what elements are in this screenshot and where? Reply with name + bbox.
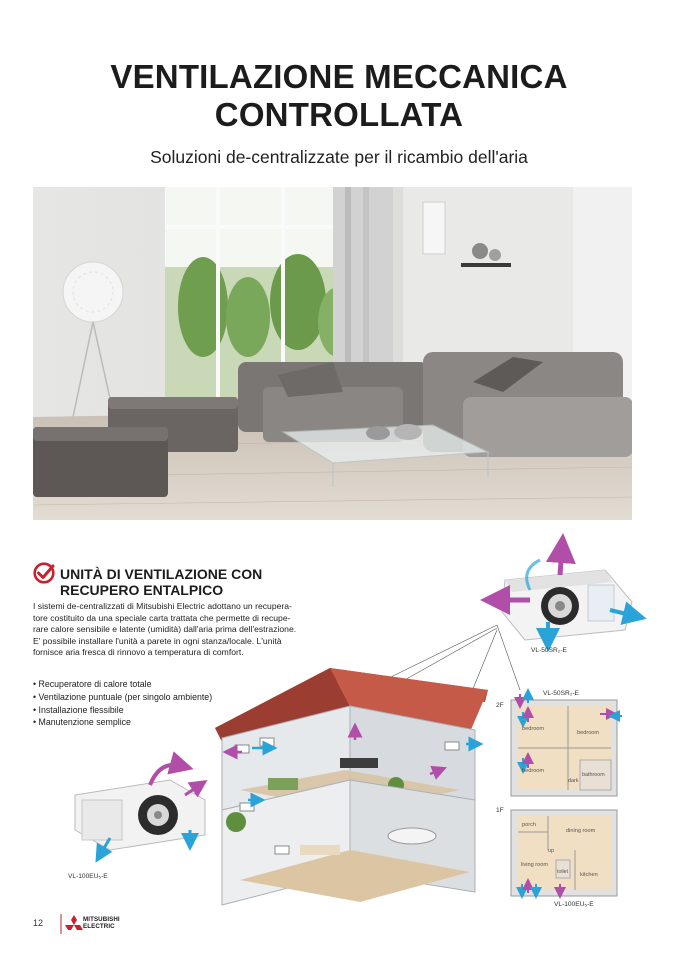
body-line: E' possibile installare l'unità a parete in ogni stanza/locale. L'unità: [33, 635, 282, 646]
body-line: fornisce aria fresca di rinnovo a temperatura di comfort.: [33, 647, 244, 658]
body-line: I sistemi de-centralizzati di Mitsubishi Electric adottano un recupera-: [33, 601, 292, 611]
unit-vl50sr2-top: [495, 548, 635, 640]
plan-top-model: VL-50SR₂-E: [543, 690, 579, 697]
body-line: tore costituito da una speciale carta trattata che permette di recupe-: [33, 612, 291, 623]
section-heading-line-1: UNITÀ DI VENTILAZIONE CON: [60, 566, 263, 582]
page-subtitle: Soluzioni de-centralizzate per il ricambio dell'aria: [150, 147, 528, 167]
feature-item: • Recuperatore di calore totale: [33, 679, 152, 689]
house-cutaway: [215, 668, 488, 905]
room-bedroom: bedroom: [522, 726, 545, 732]
page-number: 12: [33, 918, 44, 928]
feature-item: • Installazione flessibile: [33, 704, 124, 715]
section-heading-line-2: RECUPERO ENTALPICO: [60, 582, 224, 598]
feature-item: • Manutenzione semplice: [33, 717, 131, 728]
plan-bottom-model: VL-100EU₅-E: [554, 901, 594, 908]
room-toilet: toilet: [557, 869, 568, 875]
brand-name: [83, 916, 120, 930]
room-bedroom: bedroom: [522, 768, 545, 774]
unit-vl100eu5-left: [75, 765, 205, 855]
room-living: living room: [521, 862, 549, 868]
floor-1-label: 1F: [496, 807, 504, 814]
room-bedroom: bedroom: [577, 730, 600, 736]
body-line: rare calore sensibile e latente (umidità) dall'aria prima dell'estrazione.: [33, 624, 297, 635]
room-dark: dark: [568, 778, 579, 784]
title-line-2: CONTROLLATA: [214, 96, 464, 133]
title-line-1: VENTILAZIONE MECCANICA: [110, 58, 568, 95]
unit-left-label: VL-100EU₅-E: [68, 873, 108, 880]
room-dining: dining room: [566, 828, 596, 834]
room-kitchen: kitchen: [580, 872, 598, 878]
room-up: up: [548, 848, 554, 854]
feature-item: • Ventilazione puntuale (per singolo ambiente): [33, 691, 213, 702]
room-bathroom: bathroom: [582, 772, 605, 778]
room-porch: porch: [522, 822, 536, 828]
floor-2-label: 2F: [496, 702, 504, 709]
unit-top-label: VL-50SR₂-E: [531, 647, 567, 654]
brand-line-2: ELECTRIC: [83, 923, 115, 930]
brand-line-1: MITSUBISHI: [83, 916, 120, 923]
floor-plan-2f: [511, 694, 622, 796]
